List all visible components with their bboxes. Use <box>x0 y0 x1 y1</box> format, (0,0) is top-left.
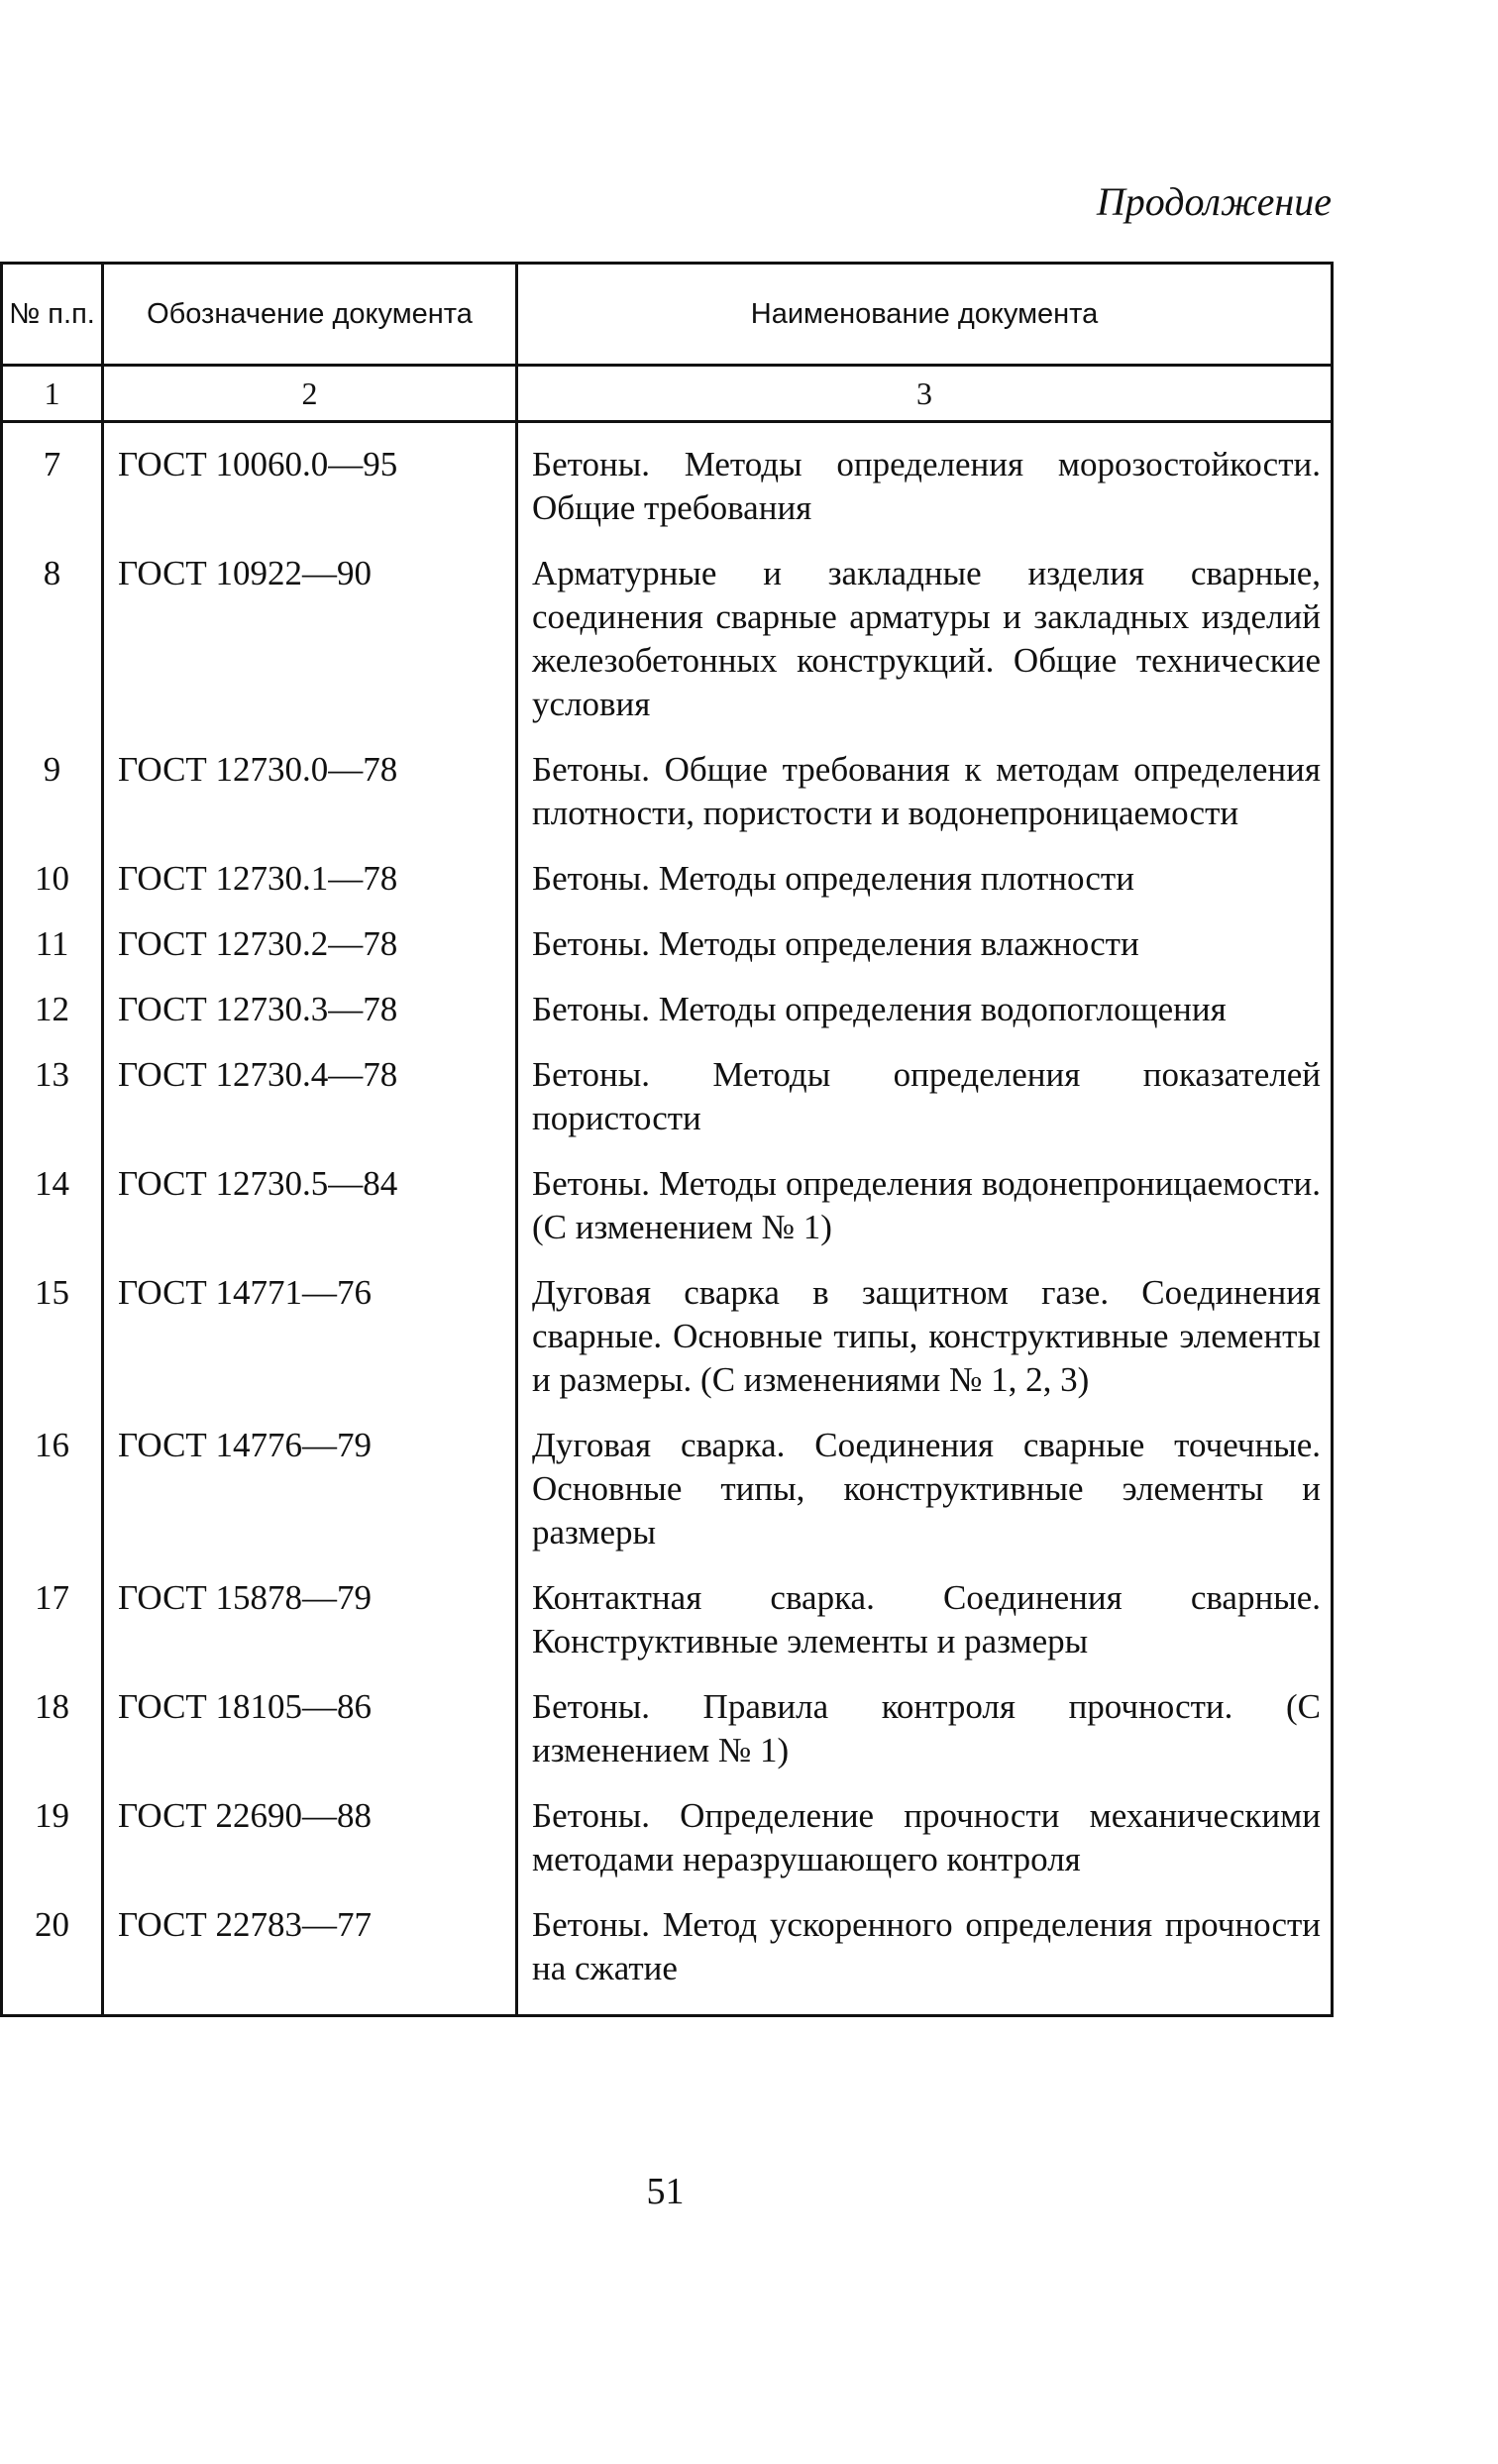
document-name: Бетоны. Методы определения показателей пористости <box>517 1039 1333 1148</box>
document-name: Бетоны. Общие требования к методам определения плотности, пористости и водонепроницаемости <box>517 734 1333 843</box>
document-name: Контактная сварка. Соединения сварные. Конструктивные элементы и размеры <box>517 1562 1333 1671</box>
table-row <box>2 1039 1333 1148</box>
document-name: Бетоны. Методы определения водонепроницаемости. (С изменением № 1) <box>517 1148 1333 1257</box>
row-number: 16 <box>2 1410 103 1562</box>
document-code: ГОСТ 18105—86 <box>103 1671 517 1780</box>
table-row <box>2 1148 1333 1257</box>
document-name: Бетоны. Метод ускоренного определения прочности на сжатие <box>517 1889 1333 2016</box>
table-row <box>2 843 1333 909</box>
document-code: ГОСТ 12730.1—78 <box>103 843 517 909</box>
document-name: Дуговая сварка в защитном газе. Соединения сварные. Основные типы, конструктивные элементы и размеры. (С изменениями № 1, 2, 3) <box>517 1257 1333 1410</box>
table-row <box>2 909 1333 974</box>
column-number: 2 <box>103 366 517 422</box>
document-code: ГОСТ 14776—79 <box>103 1410 517 1562</box>
row-number: 18 <box>2 1671 103 1780</box>
column-numbers-row <box>2 366 1333 422</box>
row-number: 7 <box>2 422 103 539</box>
document-name: Бетоны. Методы определения морозостойкости. Общие требования <box>517 422 1333 539</box>
header-name: Наименование документа <box>517 264 1333 366</box>
document-code: ГОСТ 10922—90 <box>103 538 517 734</box>
row-number: 12 <box>2 974 103 1039</box>
document-code: ГОСТ 10060.0—95 <box>103 422 517 539</box>
row-number: 10 <box>2 843 103 909</box>
document-code: ГОСТ 22690—88 <box>103 1780 517 1889</box>
table-row <box>2 1671 1333 1780</box>
row-number: 13 <box>2 1039 103 1148</box>
table-row <box>2 538 1333 734</box>
row-number: 15 <box>2 1257 103 1410</box>
document-code: ГОСТ 14771—76 <box>103 1257 517 1410</box>
document-name: Бетоны. Методы определения влажности <box>517 909 1333 974</box>
header-code: Обозначение документа <box>103 264 517 366</box>
document-code: ГОСТ 22783—77 <box>103 1889 517 2016</box>
table-row <box>2 1889 1333 2016</box>
row-number: 19 <box>2 1780 103 1889</box>
document-name: Бетоны. Определение прочности механическими методами неразрушающего контроля <box>517 1780 1333 1889</box>
document-name: Бетоны. Методы определения плотности <box>517 843 1333 909</box>
document-code: ГОСТ 12730.3—78 <box>103 974 517 1039</box>
row-number: 11 <box>2 909 103 974</box>
row-number: 8 <box>2 538 103 734</box>
document-name: Арматурные и закладные изделия сварные, соединения сварные арматуры и закладных изделий железобетонных конструкций. Общие технические условия <box>517 538 1333 734</box>
table-row <box>2 422 1333 539</box>
table-row <box>2 1780 1333 1889</box>
table-header-row <box>2 264 1333 366</box>
document-code: ГОСТ 12730.5—84 <box>103 1148 517 1257</box>
row-number: 17 <box>2 1562 103 1671</box>
table-row <box>2 1562 1333 1671</box>
document-name: Бетоны. Правила контроля прочности. (С изменением № 1) <box>517 1671 1333 1780</box>
page-number: 51 <box>646 2171 685 2212</box>
column-number: 1 <box>2 366 103 422</box>
document-code: ГОСТ 12730.4—78 <box>103 1039 517 1148</box>
document-code: ГОСТ 12730.0—78 <box>103 734 517 843</box>
document-name: Бетоны. Методы определения водопоглощения <box>517 974 1333 1039</box>
row-number: 20 <box>2 1889 103 2016</box>
column-number: 3 <box>517 366 1333 422</box>
header-num: № п.п. <box>2 264 103 366</box>
document-code: ГОСТ 15878—79 <box>103 1562 517 1671</box>
document-name: Дуговая сварка. Соединения сварные точечные. Основные типы, конструктивные элементы и размеры <box>517 1410 1333 1562</box>
table-row <box>2 734 1333 843</box>
row-number: 9 <box>2 734 103 843</box>
continuation-label: Продолжение <box>1096 179 1332 224</box>
document-code: ГОСТ 12730.2—78 <box>103 909 517 974</box>
row-number: 14 <box>2 1148 103 1257</box>
standards-table <box>0 262 1334 2017</box>
table-row <box>2 974 1333 1039</box>
table-row <box>2 1410 1333 1562</box>
table-row <box>2 1257 1333 1410</box>
